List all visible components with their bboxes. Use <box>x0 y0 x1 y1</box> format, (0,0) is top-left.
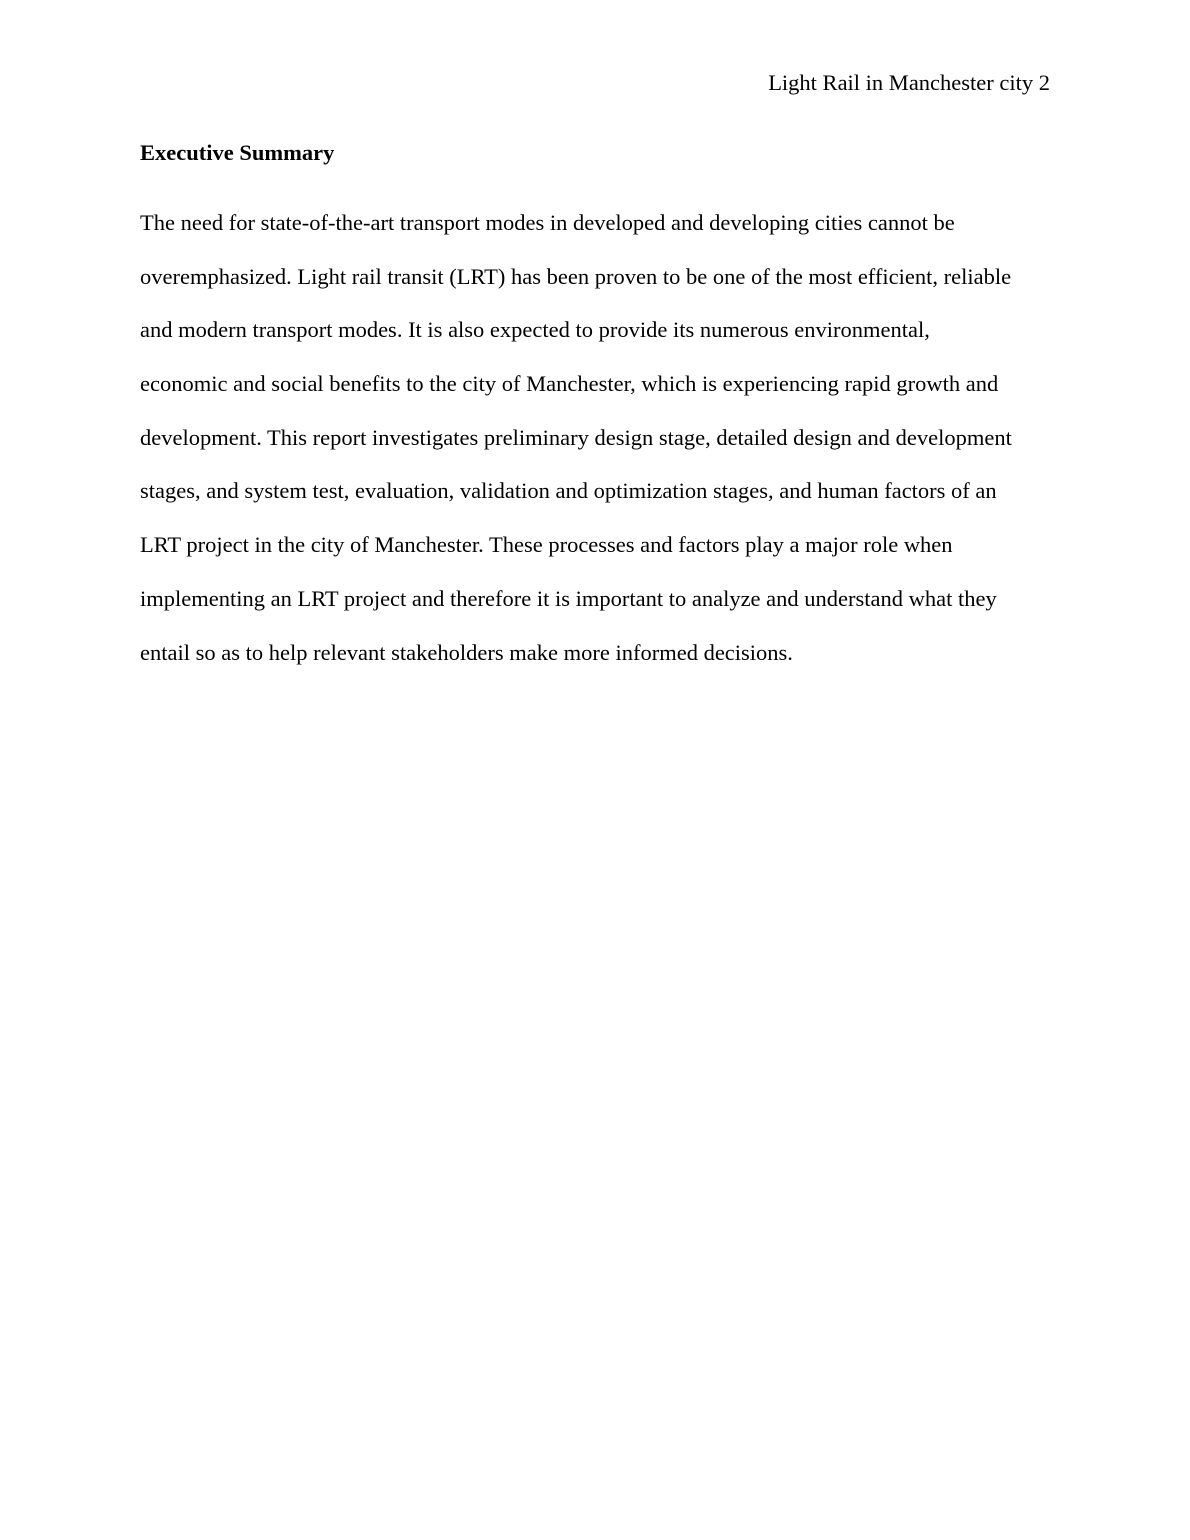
paragraph-line: entail so as to help relevant stakeholders make more informed decisions. <box>140 639 793 665</box>
paragraph-line: The need for state-of-the-art transport modes in developed and developing cities cannot be <box>140 210 955 235</box>
body-paragraph <box>140 207 1055 690</box>
section-heading: Executive Summary <box>140 140 335 165</box>
paragraph-line: and modern transport modes. It is also expected to provide its numerous environmental, <box>140 317 930 343</box>
paragraph-line: LRT project in the city of Manchester. These processes and factors play a major role when <box>140 532 953 558</box>
paragraph-line: stages, and system test, evaluation, validation and optimization stages, and human factors of an <box>140 478 997 504</box>
paragraph-line: overemphasized. Light rail transit (LRT) has been proven to be one of the most efficient, reliable <box>140 263 1012 289</box>
running-head: Light Rail in Manchester city 2 <box>768 70 1050 95</box>
paragraph-line: development. This report investigates preliminary design stage, detailed design and development <box>140 424 1012 450</box>
paragraph-line: implementing an LRT project and therefore it is important to analyze and understand what they <box>140 585 997 611</box>
paragraph-line: economic and social benefits to the city of Manchester, which is experiencing rapid growth and <box>140 371 999 397</box>
